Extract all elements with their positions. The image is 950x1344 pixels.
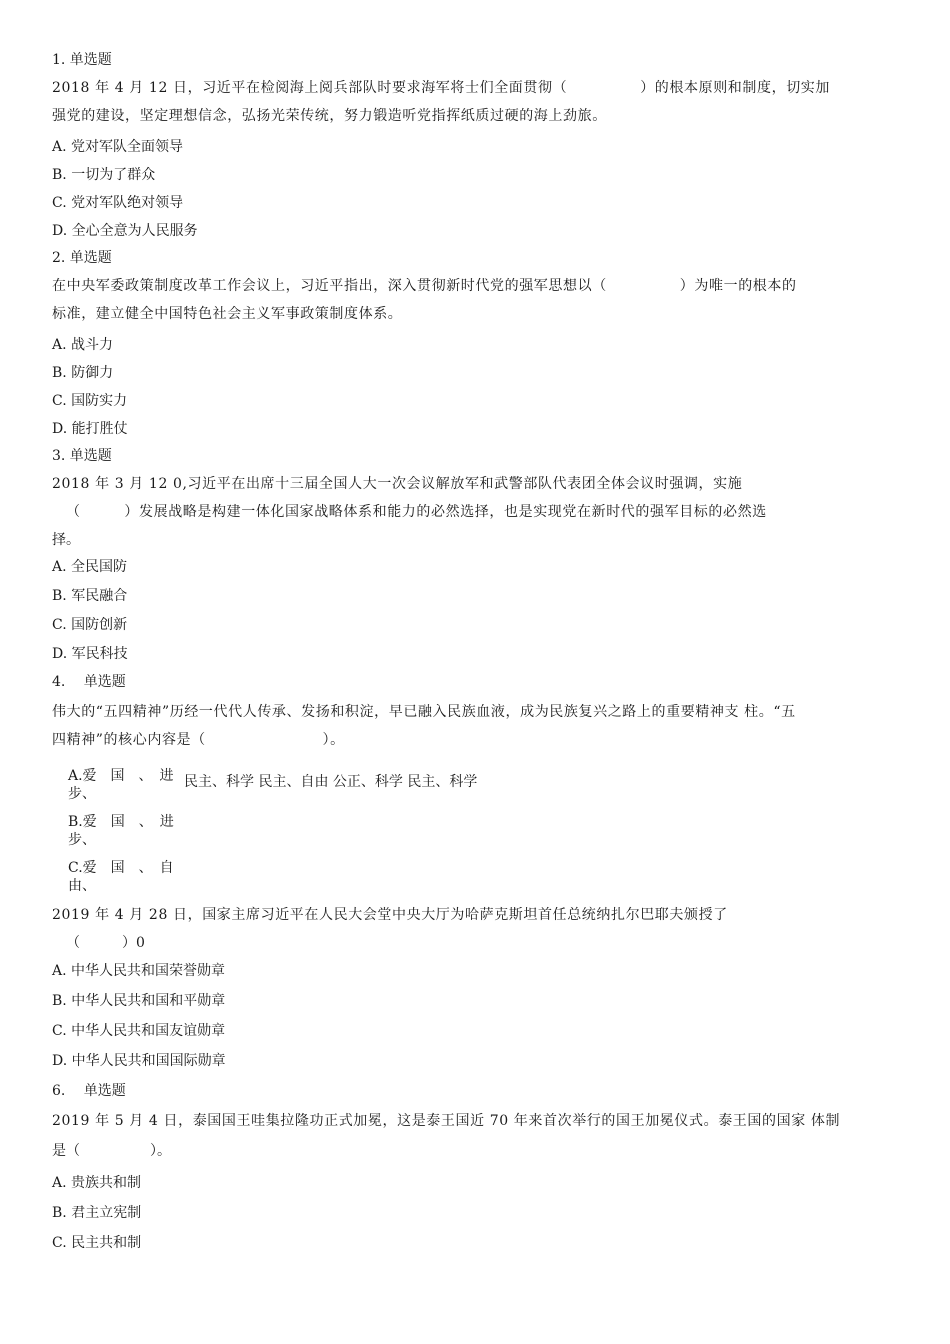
q4-option-a-line-2: 步、	[68, 786, 96, 802]
q3-option-a: A. 全民国防	[52, 559, 128, 575]
q5-option-a: A. 中华人民共和国荣誉勋章	[52, 963, 226, 979]
q2-stem-line-1: 在中央军委政策制度改革工作会议上，习近平指出，深入贯彻新时代党的强军思想以（ ）为唯一的根本的	[52, 278, 797, 294]
q4-option-values: 民主、科学 民主、自由 公正、科学 民主、科学	[184, 774, 478, 790]
q4-option-a-line-1: A.爱 国 、 进	[68, 768, 174, 784]
q6-header: 6. 单选题	[52, 1083, 126, 1099]
q5-stem-line-1: 2019 年 4 月 28 日，国家主席习近平在人民大会堂中央大厅为哈萨克斯坦首任总统纳扎尔巴耶夫颁授了	[52, 907, 728, 923]
q1-header: 1. 单选题	[52, 52, 112, 68]
q4-option-c-line-2: 由、	[68, 878, 96, 894]
q4-option-b-line-2: 步、	[68, 832, 96, 848]
q6-option-c: C. 民主共和制	[52, 1235, 142, 1251]
q4-option-b-line-1: B.爱 国 、 进	[68, 814, 174, 830]
q5-option-c: C. 中华人民共和国友谊勋章	[52, 1023, 226, 1039]
q2-option-b: B. 防御力	[52, 365, 114, 381]
q3-option-b: B. 军民融合	[52, 588, 128, 604]
q6-option-b: B. 君主立宪制	[52, 1205, 142, 1221]
q2-option-d: D. 能打胜仗	[52, 421, 128, 437]
q1-option-a: A. 党对军队全面领导	[52, 139, 184, 155]
q4-header: 4. 单选题	[52, 674, 126, 690]
q3-stem-line-3: 择。	[52, 532, 80, 548]
q2-option-a: A. 战斗力	[52, 337, 114, 353]
q4-option-c-line-1: C.爱 国 、 自	[68, 860, 174, 876]
q3-option-d: D. 军民科技	[52, 646, 128, 662]
q2-option-c: C. 国防实力	[52, 393, 128, 409]
q4-stem-line-2: 四精神”的核心内容是（ ）。	[52, 732, 345, 748]
q1-option-d: D. 全心全意为人民服务	[52, 223, 198, 239]
q1-stem-line-2: 强党的建设，坚定理想信念，弘扬光荣传统，努力锻造听党指挥纸质过硬的海上劲旅。	[52, 108, 607, 124]
q1-option-b: B. 一切为了群众	[52, 167, 156, 183]
q4-stem-line-1: 伟大的“五四精神”历经一代代人传承、发扬和积淀，早已融入民族血液，成为民族复兴之路上的重要精神支 柱。“五	[52, 704, 796, 720]
q2-header: 2. 单选题	[52, 250, 112, 266]
q5-option-d: D. 中华人民共和国国际勋章	[52, 1053, 226, 1069]
q6-stem-line-1: 2019 年 5 月 4 日，泰国国王哇集拉隆功正式加冕，这是泰王国近 70 年来首次举行的国王加冕仪式。泰王国的国家 体制	[52, 1113, 841, 1129]
q5-stem-line-2: （ ）0	[66, 935, 145, 951]
q3-stem-line-1: 2018 年 3 月 12 0,习近平在出席十三届全国人大一次会议解放军和武警部队代表团全体会议时强调，实施	[52, 476, 743, 492]
q6-option-a: A. 贵族共和制	[52, 1175, 142, 1191]
q2-stem-line-2: 标准，建立健全中国特色社会主义军事政策制度体系。	[52, 306, 403, 322]
q6-stem-line-2: 是（ ）。	[52, 1143, 171, 1159]
q3-stem-line-2: （ ）发展战略是构建一体化国家战略体系和能力的必然选择，也是实现党在新时代的强军目标的必然选	[66, 504, 767, 520]
q5-option-b: B. 中华人民共和国和平勋章	[52, 993, 226, 1009]
q3-option-c: C. 国防创新	[52, 617, 128, 633]
q3-header: 3. 单选题	[52, 448, 112, 464]
q1-stem-line-1: 2018 年 4 月 12 日，习近平在检阅海上阅兵部队时要求海军将士们全面贯彻（ ）的根本原则和制度，切实加	[52, 80, 830, 96]
q1-option-c: C. 党对军队绝对领导	[52, 195, 184, 211]
